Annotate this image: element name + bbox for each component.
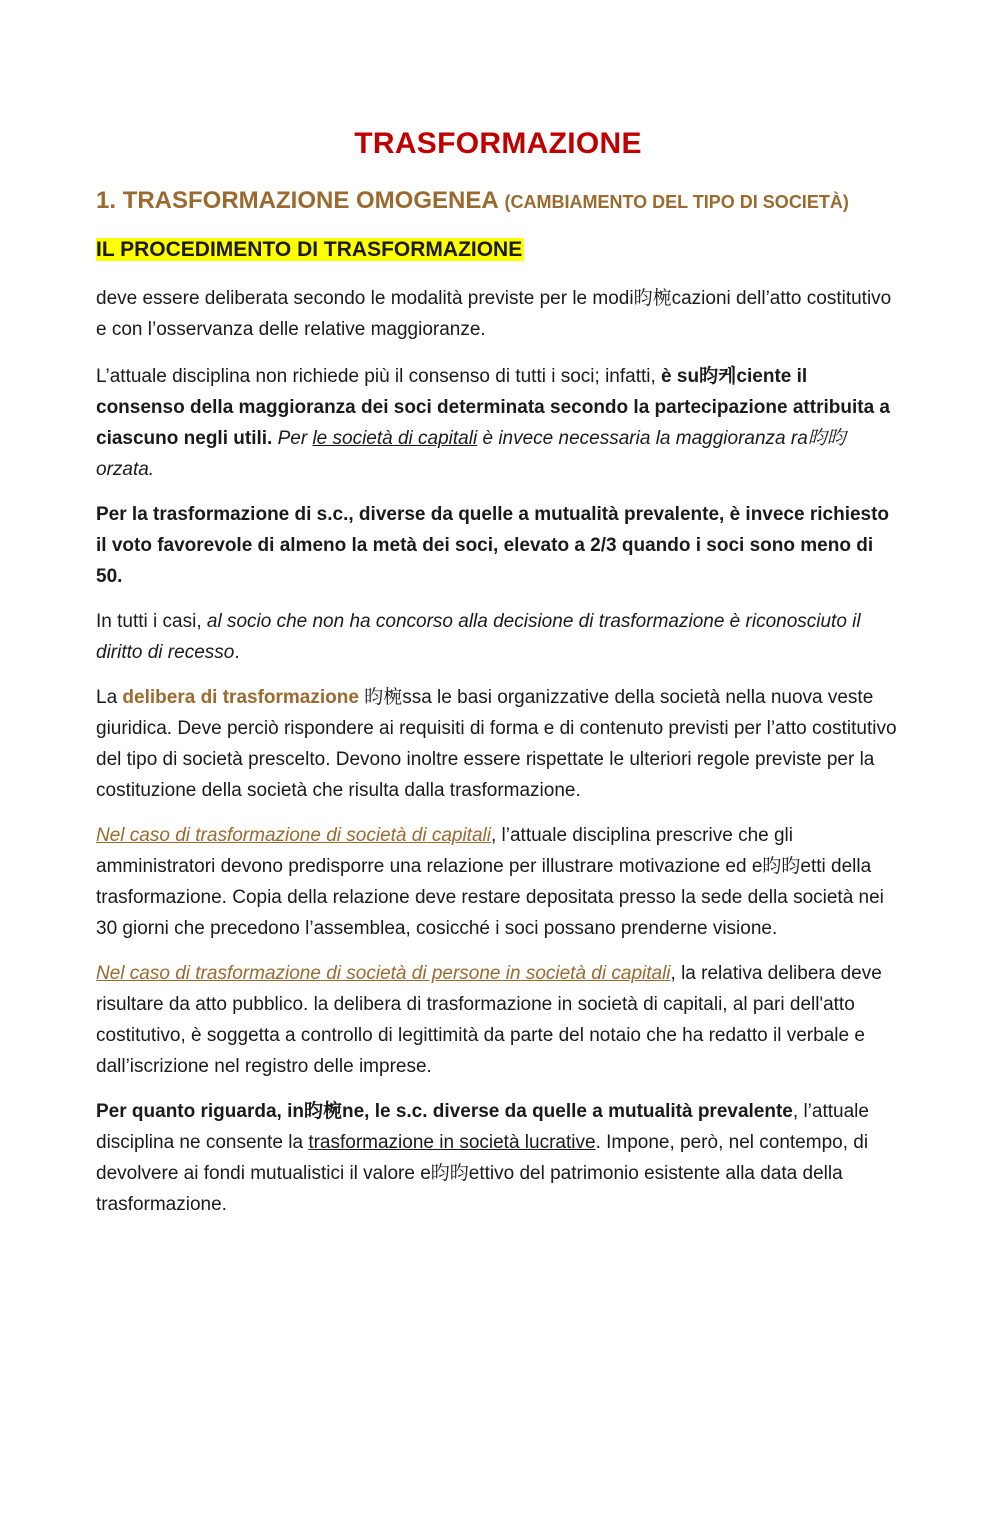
paragraph-2-bold: è su昀케ciente il consenso della maggioranza dei soci determinata secondo la partecipazione attribuita a ciascuno negli utili. (96, 366, 890, 449)
paragraph-8-body-b: . Impone, però, nel contempo, di devolvere ai fondi mutualistici il valore e昀昀ettivo del patrimonio esistente alla data della trasformazione. (96, 1132, 869, 1215)
document-page (0, 124, 1000, 1538)
paragraph-2-italic-a: Per (272, 428, 313, 449)
subsection-heading (96, 235, 900, 265)
paragraph-5-body: 昀椀ssa le basi organizzative della società nella nuova veste giuridica. Deve perciò rispondere ai requisiti di forma e di contenuto previsti per l’atto costitutivo del tipo di società prescelto. Devono inoltre essere rispettate le ulteriori regole previste per la costituzione della società che risulta dalla trasformazione. (96, 687, 897, 801)
document-title: TRASFORMAZIONE (354, 127, 642, 160)
paragraph-3-bold: Per la trasformazione di s.c., diverse da quelle a mutualità prevalente, è invece richiesto il voto favorevole di almeno la metà dei soci, elevato a 2/3 quando i soci sono meno di 50. (96, 504, 890, 587)
paragraph-7-body: , la relativa delibera deve risultare da atto pubblico. la delibera di trasformazione in società di capitali, al pari dell'atto costitutivo, è soggetta a controllo di legittimità da parte del notaio che ha redatto il verbale e dall’iscrizione nel registro delle imprese. (96, 963, 882, 1077)
paragraph-4-italic: al socio che non ha concorso alla decisione di trasformazione è riconosciuto il diritto di recesso (96, 611, 861, 663)
paragraph-8-body-a: , l’attuale disciplina ne consente la (96, 1101, 869, 1153)
paragraph-5-term: delibera di trasformazione (122, 687, 359, 708)
paragraph-6-body: , l’attuale disciplina prescrive che gli amministratori devono predisporre una relazione per illustrare motivazione ed e昀昀etti della trasformazione. Copia della relazione deve restare depositata presso la sede della società nei 30 giorni che precedono l’assemblea, cosicché i soci possano prenderne visione. (96, 825, 884, 939)
paragraph-2-underlined: le società di capitali (312, 428, 478, 449)
paragraph-4 (96, 606, 900, 668)
paragraph-2-intro: L’attuale disciplina non richiede più il consenso di tutti i soci; infatti, (96, 366, 662, 387)
paragraph-8 (96, 1096, 900, 1220)
section-heading (96, 186, 900, 217)
paragraph-4-intro: In tutti i casi, (96, 611, 207, 632)
paragraph-2-italic-b: è invece necessaria la maggioranza ra昀昀orzata. (96, 428, 846, 480)
paragraph-7 (96, 958, 900, 1082)
paragraph-8-underlined: trasformazione in società lucrative (308, 1132, 596, 1153)
section-subtitle: (CAMBIAMENTO DEL TIPO DI SOCIETÀ) (504, 192, 849, 212)
paragraph-5 (96, 682, 900, 806)
paragraph-8-bold: Per quanto riguarda, in昀椀ne, le s.c. diverse da quelle a mutualità prevalente (96, 1101, 793, 1122)
section-number: 1. (96, 187, 117, 214)
paragraph-6 (96, 820, 900, 944)
paragraph-5-intro: La (96, 687, 123, 708)
paragraph-4-end: . (234, 642, 240, 663)
section-title: TRASFORMAZIONE OMOGENEA (122, 187, 498, 214)
paragraph-1: deve essere deliberata secondo le modalità previste per le modi昀椀cazioni dell’atto costitutivo e con l’osservanza delle relative maggioranze. (96, 288, 892, 340)
paragraph-3 (96, 499, 900, 592)
paragraph-6-case: Nel caso di trasformazione di società di capitali (96, 825, 491, 846)
subsection-highlight: IL PROCEDIMENTO DI TRASFORMAZIONE (96, 238, 523, 261)
paragraph-2 (96, 361, 900, 485)
paragraph-7-case: Nel caso di trasformazione di società di persone in società di capitali (96, 963, 671, 984)
